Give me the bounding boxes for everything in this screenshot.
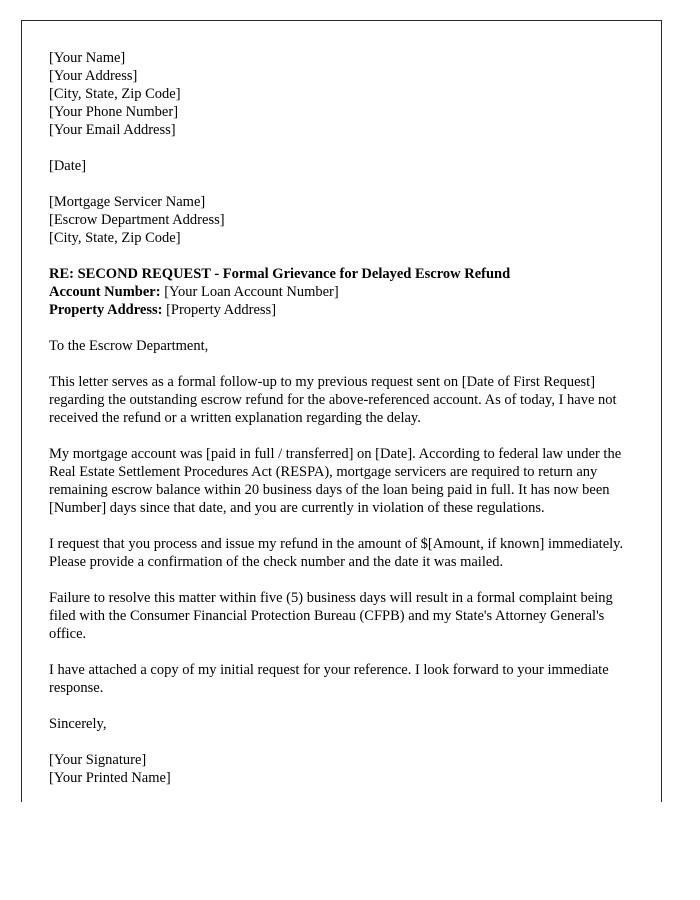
account-number-value: [Your Loan Account Number] [164, 284, 339, 300]
property-address-value: [Property Address] [166, 302, 277, 318]
account-number-line [49, 283, 636, 301]
subject-block [49, 265, 636, 319]
account-number-label: Account Number: [49, 284, 161, 300]
recipient-city-state-zip: [City, State, Zip Code] [49, 230, 181, 246]
sender-phone: [Your Phone Number] [49, 104, 179, 120]
signature-placeholder: [Your Signature] [49, 752, 147, 768]
letter-date: [Date] [49, 158, 87, 174]
paragraph-cfpb-warning: Failure to resolve this matter within five (5) business days will result in a formal complaint being filed with the Consumer Financial Protection Bureau (CFPB) and my State's Attorney General's office. [49, 590, 613, 642]
signature-block [49, 751, 636, 787]
paragraph-refund-request: I request that you process and issue my refund in the amount of $[Amount, if known] immediately. Please provide a confirmation of the check number and the date it was mailed. [49, 536, 624, 570]
closing-block [49, 715, 636, 733]
recipient-name: [Mortgage Servicer Name] [49, 194, 206, 210]
letter-content [22, 21, 661, 787]
salutation: To the Escrow Department, [49, 338, 209, 354]
subject-line: RE: SECOND REQUEST - Formal Grievance for Delayed Escrow Refund [49, 266, 511, 282]
letter-frame [21, 20, 662, 802]
paragraph-followup: This letter serves as a formal follow-up to my previous request sent on [Date of First Request] regarding the outstanding escrow refund for the above-referenced account. As of today, I have not received the refund or a written explanation regarding the delay. [49, 374, 617, 426]
sender-email: [Your Email Address] [49, 122, 176, 138]
sender-name: [Your Name] [49, 50, 126, 66]
paragraph-respa: My mortgage account was [paid in full / transferred] on [Date]. According to federal law under the Real Estate Settlement Procedures Act (RESPA), mortgage servicers are required to return any remaining escrow balance within 20 business days of the loan being paid in full. It has now been [Number] days since that date, and you are currently in violation of these regulations. [49, 446, 622, 516]
property-address-line [49, 301, 636, 319]
sender-address: [Your Address] [49, 68, 138, 84]
sender-city-state-zip: [City, State, Zip Code] [49, 86, 181, 102]
salutation-block [49, 337, 636, 355]
sender-address-block [49, 49, 636, 139]
date-block [49, 157, 636, 175]
recipient-address-block [49, 193, 636, 247]
paragraph-attachment: I have attached a copy of my initial request for your reference. I look forward to your immediate response. [49, 662, 609, 696]
recipient-address: [Escrow Department Address] [49, 212, 225, 228]
property-address-label: Property Address: [49, 302, 163, 318]
closing: Sincerely, [49, 716, 107, 732]
printed-name-placeholder: [Your Printed Name] [49, 770, 171, 786]
